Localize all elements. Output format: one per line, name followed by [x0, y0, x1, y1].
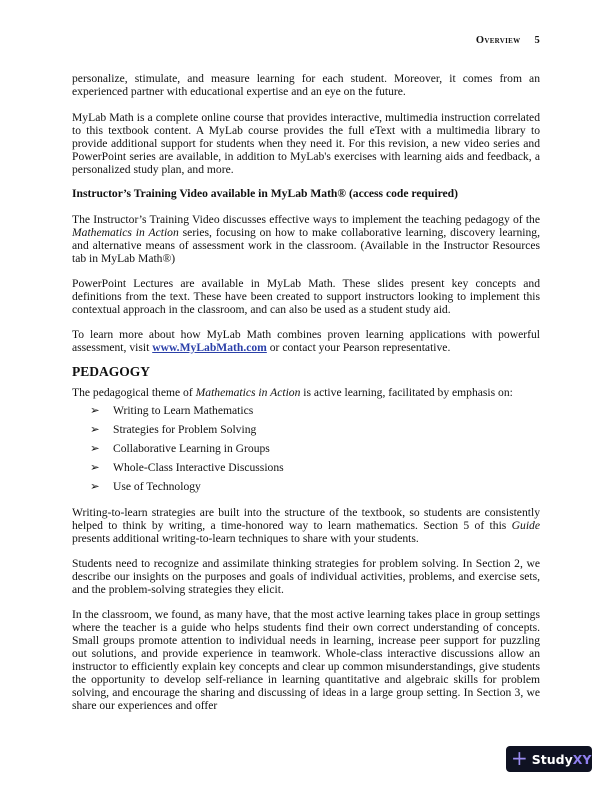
badge-text-accent: XY — [572, 751, 592, 767]
list-item-text: Collaborative Learning in Groups — [113, 442, 270, 455]
studyxy-badge[interactable] — [506, 746, 592, 772]
section-name: Overview — [475, 35, 521, 46]
paragraph: In the classroom, we found, as many have, that the most active learning takes place in group settings where the teacher is a guide who helps students find their own correct understanding of concepts. Small groups promote attention to individual needs in learning, increase peer support for puzzling out solutions, and provide experience in teamwork. Whole-class interactive discussions allow an instructor to efficiently explain key concepts and clear up common misunderstandings, give students the opportunity to develop self-reliance in learning quantitative and algebraic skills for problem solving, and encourage the sharing and discussing of ideas in a large group setting. In Section 3, we share our experiences and offer — [72, 608, 540, 712]
list-item-text: Whole-Class Interactive Discussions — [113, 461, 284, 474]
arrow-bullet-icon: ➢ — [90, 423, 100, 436]
plus-icon: + — [511, 746, 528, 770]
list-item — [90, 442, 270, 455]
mylabmath-link[interactable]: www.MyLabMath.com — [152, 341, 267, 354]
section-heading: PEDAGOGY — [72, 364, 151, 379]
paragraph — [72, 386, 540, 399]
arrow-bullet-icon: ➢ — [90, 461, 100, 474]
list-item — [90, 423, 256, 436]
text: is active learning, facilitated by emphasis on: — [300, 386, 513, 399]
arrow-bullet-icon: ➢ — [90, 404, 100, 417]
list-item-text: Writing to Learn Mathematics — [113, 404, 254, 417]
badge-text: Study — [531, 751, 573, 767]
list-item — [90, 480, 201, 493]
list-item-text: Strategies for Problem Solving — [113, 423, 257, 436]
paragraph: MyLab Math is a complete online course that provides interactive, multimedia instruction correlated to this textbook content. A MyLab course provides the full eText with a multimedia library to provide additional support for students when they need it. For this revision, a new video series and PowerPoint series are available, in addition to MyLab's exercises with learning aids and feedback, a personalized study plan, and more. — [72, 111, 540, 176]
book-title: Mathematics in Action — [195, 386, 301, 399]
paragraph: PowerPoint Lectures are available in MyLab Math. These slides present key concepts and definitions from the text. These have been created to support instructors looking to implement this contextual approach in the classroom, and can also be used as a student study aid. — [72, 277, 540, 316]
paragraph: personalize, stimulate, and measure learning for each student. Moreover, it comes from an experienced partner with educational expertise and an eye on the future. — [72, 72, 540, 98]
page-number: 5 — [534, 35, 540, 46]
arrow-bullet-icon: ➢ — [90, 442, 100, 455]
text: Writing-to-learn strategies are built into the structure of the textbook, so students are consistently helped to think by writing, a time-honored way to learn mathematics. Section 5 of this — [72, 506, 540, 532]
subheading: Instructor’s Training Video available in MyLab Math® (access code required) — [72, 187, 458, 200]
text: To learn more about how MyLab Math combines proven learning applications with powerful assessment, visit — [72, 328, 540, 354]
paragraph: Students need to recognize and assimilate thinking strategies for problem solving. In Section 2, we describe our insights on the purposes and goals of individual activities, problems, and exercise sets, and the problem-solving strategies they elicit. — [72, 557, 540, 596]
book-title: Mathematics in Action — [72, 226, 179, 239]
list-item-text: Use of Technology — [113, 480, 201, 493]
list-item — [90, 461, 284, 474]
paragraph — [72, 506, 540, 545]
list-item — [90, 404, 253, 417]
text: series, focusing on how to make collaborative learning, discovery learning, and alternative means of assessment work in the classroom. (Available in the Instructor Resources tab in MyLab Math®) — [72, 226, 541, 265]
text: The Instructor’s Training Video discusses effective ways to implement the teaching pedagogy of the — [72, 213, 540, 226]
paragraph — [72, 213, 540, 265]
running-header — [476, 35, 540, 46]
paragraph — [72, 328, 540, 354]
text: The pedagogical theme of — [72, 386, 196, 399]
guide-title: Guide — [511, 519, 540, 532]
text: or contact your Pearson representative. — [266, 341, 451, 354]
text: presents additional writing-to-learn techniques to share with your students. — [72, 532, 419, 545]
arrow-bullet-icon: ➢ — [90, 480, 100, 493]
